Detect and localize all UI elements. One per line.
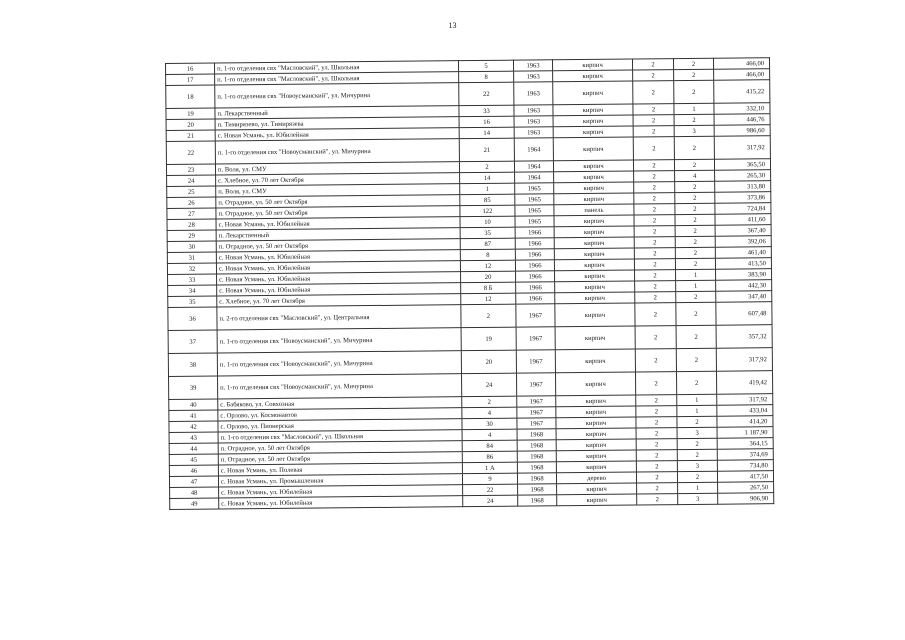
house-number-cell: 122 <box>460 205 515 217</box>
wall-material-cell: кирпич <box>553 137 633 161</box>
year-built-cell: 1966 <box>516 293 555 304</box>
area-cell: 265,30 <box>715 170 771 182</box>
entrances-cell: 1 <box>674 103 714 114</box>
row-number: 37 <box>168 330 217 353</box>
area-cell: 411,60 <box>715 214 771 226</box>
wall-material-cell: кирпич <box>554 193 634 205</box>
address-cell: с. Новая Усмань, ул. Промышленная <box>218 474 462 487</box>
row-number: 49 <box>170 498 219 509</box>
area-cell: 442,30 <box>716 280 772 292</box>
wall-material-cell: кирпич <box>553 115 633 127</box>
area-cell: 419,42 <box>716 371 772 395</box>
row-number: 41 <box>169 410 218 421</box>
house-number-cell: 22 <box>463 484 518 496</box>
floors-cell: 2 <box>635 292 676 303</box>
area-cell: 347,40 <box>716 291 772 303</box>
year-built-cell: 1965 <box>515 216 554 227</box>
house-number-cell: 1 <box>460 183 515 195</box>
wall-material-cell: кирпич <box>554 215 634 227</box>
row-number: 25 <box>167 186 216 197</box>
row-number: 34 <box>168 285 217 296</box>
year-built-cell: 1968 <box>517 462 556 473</box>
floors-cell: 2 <box>636 461 677 472</box>
floors-cell: 2 <box>633 70 674 81</box>
year-built-cell: 1966 <box>516 271 555 282</box>
house-number-cell: 5 <box>458 60 513 72</box>
floors-cell: 2 <box>633 104 674 115</box>
house-number-cell: 35 <box>460 227 515 239</box>
row-number: 28 <box>167 219 216 230</box>
year-built-cell: 1965 <box>515 194 554 205</box>
wall-material-cell: кирпич <box>553 70 633 82</box>
address-cell: п. 1-го отделения свх "Масловский", ул. Школьная <box>215 61 459 74</box>
row-number: 39 <box>169 376 218 399</box>
wall-material-cell: кирпич <box>556 428 636 440</box>
floors-cell: 2 <box>636 395 677 406</box>
area-cell: 724,84 <box>715 203 771 215</box>
entrances-cell: 3 <box>677 460 717 471</box>
row-number: 17 <box>166 74 215 85</box>
row-number: 36 <box>168 307 217 330</box>
year-built-cell: 1963 <box>514 71 553 82</box>
entrances-cell: 2 <box>676 291 716 302</box>
address-cell: п. Тимирязево, ул. Тимирязева <box>215 117 459 130</box>
area-cell: 367,40 <box>715 225 771 237</box>
floors-cell: 2 <box>633 126 674 137</box>
house-number-cell: 16 <box>459 116 514 128</box>
floors-cell: 2 <box>636 417 677 428</box>
entrances-cell: 3 <box>677 427 717 438</box>
row-number: 23 <box>166 164 215 175</box>
row-number: 44 <box>169 443 218 454</box>
floors-cell: 2 <box>636 439 677 450</box>
house-number-cell: 12 <box>460 260 515 272</box>
floors-cell: 2 <box>634 193 675 204</box>
entrances-cell: 2 <box>674 69 714 80</box>
address-cell: п. Отрадное, ул. 50 лет Октября <box>216 206 460 219</box>
floors-cell: 2 <box>635 281 676 292</box>
entrances-cell: 1 <box>678 482 718 493</box>
address-cell: с. Бабяково, ул. Совхозная <box>218 397 462 410</box>
address-cell: п. 1-го отделения свх "Новоусманский", ул. Мичурина <box>217 328 461 353</box>
floors-cell: 2 <box>633 137 674 160</box>
wall-material-cell: кирпич <box>556 439 636 451</box>
housing-registry-document <box>165 57 773 510</box>
row-number: 47 <box>169 476 218 487</box>
year-built-cell: 1968 <box>517 473 556 484</box>
floors-cell: 2 <box>635 303 676 326</box>
year-built-cell: 1963 <box>514 116 553 127</box>
year-built-cell: 1968 <box>518 495 557 506</box>
year-built-cell: 1963 <box>514 82 553 105</box>
floors-cell: 2 <box>634 248 675 259</box>
area-cell: 317,92 <box>716 348 772 372</box>
entrances-cell: 2 <box>675 258 715 269</box>
house-number-cell: 1 А <box>462 462 517 474</box>
row-number: 22 <box>166 141 215 164</box>
wall-material-cell: кирпич <box>555 281 635 293</box>
entrances-cell: 2 <box>675 236 715 247</box>
area-cell: 607,48 <box>716 302 772 326</box>
row-number: 26 <box>167 197 216 208</box>
house-number-cell: 86 <box>462 451 517 463</box>
house-number-cell: 12 <box>461 293 516 305</box>
house-number-cell: 10 <box>460 216 515 228</box>
entrances-cell: 1 <box>677 405 717 416</box>
wall-material-cell: кирпич <box>555 349 635 373</box>
area-cell: 466,00 <box>713 58 769 70</box>
entrances-cell: 2 <box>677 471 717 482</box>
row-number: 30 <box>167 241 216 252</box>
year-built-cell: 1964 <box>515 172 554 183</box>
address-cell: с. Хлебное, ул. 70 лет Октября <box>216 173 460 186</box>
entrances-cell: 2 <box>675 203 715 214</box>
area-cell: 415,22 <box>714 80 770 104</box>
address-cell: п. Отрадное, ул. 50 лет Октября <box>218 452 462 465</box>
address-cell: с. Новая Усмань, ул. Юбилейная <box>216 261 460 274</box>
wall-material-cell: кирпич <box>553 160 633 172</box>
floors-cell: 2 <box>634 171 675 182</box>
wall-material-cell: кирпич <box>555 303 635 327</box>
year-built-cell: 1967 <box>516 350 555 373</box>
entrances-cell: 2 <box>675 192 715 203</box>
row-number: 18 <box>166 85 215 108</box>
floors-cell: 2 <box>634 237 675 248</box>
area-cell: 365,50 <box>714 159 770 171</box>
row-number: 43 <box>169 432 218 443</box>
area-cell: 317,92 <box>717 394 773 406</box>
area-cell: 413,50 <box>715 258 771 270</box>
entrances-cell: 3 <box>674 125 714 136</box>
year-built-cell: 1965 <box>515 205 554 216</box>
wall-material-cell: кирпич <box>555 270 635 282</box>
row-number: 48 <box>170 487 219 498</box>
area-cell: 313,80 <box>715 181 771 193</box>
entrances-cell: 2 <box>676 348 716 371</box>
entrances-cell: 1 <box>677 394 717 405</box>
address-cell: п. 1-го отделения свх "Масловский", ул. Школьная <box>218 430 462 443</box>
housing-table <box>165 57 774 510</box>
house-number-cell: 24 <box>461 373 516 397</box>
area-cell: 392,06 <box>715 236 771 248</box>
area-cell: 466,00 <box>714 69 770 81</box>
entrances-cell: 2 <box>673 58 713 69</box>
wall-material-cell: кирпич <box>556 395 636 407</box>
year-built-cell: 1967 <box>516 327 555 350</box>
house-number-cell: 14 <box>459 127 514 139</box>
house-number-cell: 8 <box>460 249 515 261</box>
wall-material-cell: кирпич <box>556 450 636 462</box>
area-cell: 364,15 <box>717 438 773 450</box>
house-number-cell: 2 <box>462 396 517 408</box>
floors-cell: 2 <box>636 406 677 417</box>
house-number-cell: 87 <box>460 238 515 250</box>
row-number: 38 <box>168 353 217 376</box>
area-cell: 446,76 <box>714 114 770 126</box>
wall-material-cell: кирпич <box>553 81 633 105</box>
entrances-cell: 2 <box>676 302 716 325</box>
floors-cell: 2 <box>633 160 674 171</box>
wall-material-cell: кирпич <box>552 59 632 71</box>
entrances-cell: 2 <box>677 416 717 427</box>
entrances-cell: 2 <box>677 449 717 460</box>
year-built-cell: 1966 <box>515 238 554 249</box>
row-number: 20 <box>166 119 215 130</box>
entrances-cell: 2 <box>677 438 717 449</box>
entrances-cell: 2 <box>676 371 716 394</box>
floors-cell: 2 <box>636 428 677 439</box>
area-cell: 267,50 <box>718 482 774 494</box>
wall-material-cell: кирпич <box>554 182 634 194</box>
area-cell: 317,92 <box>714 136 770 160</box>
house-number-cell: 21 <box>459 138 514 162</box>
floors-cell: 2 <box>634 215 675 226</box>
house-number-cell: 8 <box>459 71 514 83</box>
wall-material-cell: кирпич <box>557 483 637 495</box>
entrances-cell: 3 <box>678 493 718 504</box>
row-number: 46 <box>169 465 218 476</box>
house-number-cell: 8 Б <box>461 282 516 294</box>
table-body <box>166 58 774 510</box>
area-cell: 433,04 <box>717 405 773 417</box>
wall-material-cell: кирпич <box>553 104 633 116</box>
area-cell: 374,69 <box>717 449 773 461</box>
house-number-cell: 2 <box>461 304 516 328</box>
area-cell: 417,50 <box>717 471 773 483</box>
address-cell: п. 2-го отделения свх "Масловский", ул. Центральная <box>217 305 461 330</box>
wall-material-cell: кирпич <box>555 372 635 396</box>
row-number: 27 <box>167 208 216 219</box>
address-cell: п. Отрадное, ул. 50 лет Октября <box>216 195 460 208</box>
year-built-cell: 1966 <box>516 282 555 293</box>
house-number-cell: 4 <box>462 407 517 419</box>
area-cell: 414,20 <box>717 416 773 428</box>
address-cell: п. Лекарственный <box>215 106 459 119</box>
year-built-cell: 1964 <box>514 138 553 161</box>
entrances-cell: 2 <box>674 159 714 170</box>
house-number-cell: 33 <box>459 105 514 117</box>
row-number: 24 <box>167 175 216 186</box>
wall-material-cell: кирпич <box>555 326 635 350</box>
address-cell: п. 1-го отделения свх "Новоусманский", ул. Мичурина <box>215 139 459 164</box>
year-built-cell: 1968 <box>517 440 556 451</box>
year-built-cell: 1967 <box>517 418 556 429</box>
entrances-cell: 2 <box>676 325 716 348</box>
address-cell: п. Воля, ул. СМУ <box>215 162 459 175</box>
floors-cell: 2 <box>634 182 675 193</box>
floors-cell: 2 <box>632 59 673 70</box>
floors-cell: 2 <box>633 115 674 126</box>
row-number: 19 <box>166 108 215 119</box>
year-built-cell: 1967 <box>517 407 556 418</box>
floors-cell: 2 <box>636 472 677 483</box>
year-built-cell: 1968 <box>517 429 556 440</box>
area-cell: 332,10 <box>714 103 770 115</box>
house-number-cell: 84 <box>462 440 517 452</box>
year-built-cell: 1966 <box>515 249 554 260</box>
area-cell: 1 187,90 <box>717 427 773 439</box>
address-cell: с. Орлово, ул. Пионерская <box>218 419 462 432</box>
floors-cell: 2 <box>634 259 675 270</box>
year-built-cell: 1966 <box>515 260 554 271</box>
year-built-cell: 1967 <box>517 396 556 407</box>
year-built-cell: 1968 <box>518 484 557 495</box>
entrances-cell: 2 <box>675 181 715 192</box>
row-number: 42 <box>169 421 218 432</box>
address-cell: п. Воля, ул. СМУ <box>216 184 460 197</box>
floors-cell: 2 <box>636 450 677 461</box>
entrances-cell: 2 <box>675 225 715 236</box>
house-number-cell: 85 <box>460 194 515 206</box>
house-number-cell: 20 <box>461 350 516 374</box>
floors-cell: 2 <box>635 326 676 349</box>
wall-material-cell: панель <box>554 204 634 216</box>
year-built-cell: 1968 <box>517 451 556 462</box>
row-number: 32 <box>167 263 216 274</box>
house-number-cell: 2 <box>459 161 514 173</box>
year-built-cell: 1967 <box>516 304 555 327</box>
row-number: 16 <box>166 63 215 74</box>
entrances-cell: 1 <box>676 269 716 280</box>
wall-material-cell: кирпич <box>554 259 634 271</box>
address-cell: п. Лекарственный <box>216 228 460 241</box>
entrances-cell: 2 <box>674 136 714 159</box>
entrances-cell: 2 <box>674 80 714 103</box>
entrances-cell: 2 <box>675 247 715 258</box>
wall-material-cell: кирпич <box>554 237 634 249</box>
house-number-cell: 9 <box>462 473 517 485</box>
wall-material-cell: дерево <box>556 472 636 484</box>
address-cell: с. Новая Усмань, ул. Юбилейная <box>216 217 460 230</box>
area-cell: 461,40 <box>715 247 771 259</box>
year-built-cell: 1963 <box>514 127 553 138</box>
row-number: 29 <box>167 230 216 241</box>
address-cell: с. Хлебное, ул. 70 лет Октября <box>217 294 461 307</box>
address-cell: с. Новая Усмань, ул. Юбилейная <box>215 128 459 141</box>
address-cell: с. Новая Усмань, ул. Юбилейная <box>216 250 460 263</box>
wall-material-cell: кирпич <box>556 417 636 429</box>
floors-cell: 2 <box>637 483 678 494</box>
floors-cell: 2 <box>633 81 674 104</box>
year-built-cell: 1967 <box>516 373 555 396</box>
year-built-cell: 1964 <box>514 161 553 172</box>
address-cell: п. 1-го отделения свх "Новоусманский", ул. Мичурина <box>215 83 459 108</box>
entrances-cell: 2 <box>675 214 715 225</box>
area-cell: 986,60 <box>714 125 770 137</box>
floors-cell: 2 <box>637 494 678 505</box>
floors-cell: 2 <box>635 349 676 372</box>
year-built-cell: 1965 <box>515 183 554 194</box>
house-number-cell: 22 <box>459 82 514 106</box>
floors-cell: 2 <box>635 372 676 395</box>
house-number-cell: 24 <box>463 495 518 507</box>
floors-cell: 2 <box>634 226 675 237</box>
entrances-cell: 4 <box>675 170 715 181</box>
wall-material-cell: кирпич <box>557 494 637 506</box>
page-number: 13 <box>448 21 457 30</box>
row-number: 33 <box>168 274 217 285</box>
house-number-cell: 30 <box>462 418 517 430</box>
address-cell: с. Новая Усмань, ул. Полевая <box>218 463 462 476</box>
address-cell: п. Отрадное, ул. 50 лет Октября <box>218 441 462 454</box>
address-cell: п. Отрадное, ул. 50 лет Октября <box>216 239 460 252</box>
address-cell: с. Новая Усмань, ул. Юбилейная <box>219 496 463 509</box>
floors-cell: 2 <box>634 204 675 215</box>
area-cell: 906,90 <box>718 493 774 505</box>
house-number-cell: 20 <box>461 271 516 283</box>
house-number-cell: 19 <box>461 327 516 351</box>
wall-material-cell: кирпич <box>554 248 634 260</box>
house-number-cell: 14 <box>460 172 515 184</box>
year-built-cell: 1963 <box>513 60 552 71</box>
year-built-cell: 1966 <box>515 227 554 238</box>
area-cell: 357,32 <box>716 325 772 349</box>
wall-material-cell: кирпич <box>555 292 635 304</box>
address-cell: п. 1-го отделения свх "Новоусманский", ул. Мичурина <box>218 374 462 399</box>
wall-material-cell: кирпич <box>554 226 634 238</box>
address-cell: п. 1-го отделения свх "Масловский", ул. Школьная <box>215 72 459 85</box>
wall-material-cell: кирпич <box>556 406 636 418</box>
address-cell: с. Орлово, ул. Космонавтов <box>218 408 462 421</box>
entrances-cell: 2 <box>674 114 714 125</box>
address-cell: п. 1-го отделения свх "Новоусманский", ул. Мичурина <box>217 351 461 376</box>
row-number: 40 <box>169 399 218 410</box>
floors-cell: 2 <box>635 270 676 281</box>
area-cell: 373,86 <box>715 192 771 204</box>
wall-material-cell: кирпич <box>556 461 636 473</box>
house-number-cell: 4 <box>462 429 517 441</box>
row-number: 35 <box>168 296 217 307</box>
row-number: 45 <box>169 454 218 465</box>
row-number: 21 <box>166 130 215 141</box>
entrances-cell: 1 <box>676 280 716 291</box>
year-built-cell: 1963 <box>514 105 553 116</box>
address-cell: с. Новая Усмань, ул. Юбилейная <box>217 283 461 296</box>
area-cell: 734,80 <box>717 460 773 472</box>
area-cell: 383,90 <box>716 269 772 281</box>
wall-material-cell: кирпич <box>553 126 633 138</box>
wall-material-cell: кирпич <box>554 171 634 183</box>
address-cell: с. Новая Усмань, ул. Юбилейная <box>219 485 463 498</box>
address-cell: с. Новая Усмань, ул. Юбилейная <box>217 272 461 285</box>
row-number: 31 <box>167 252 216 263</box>
